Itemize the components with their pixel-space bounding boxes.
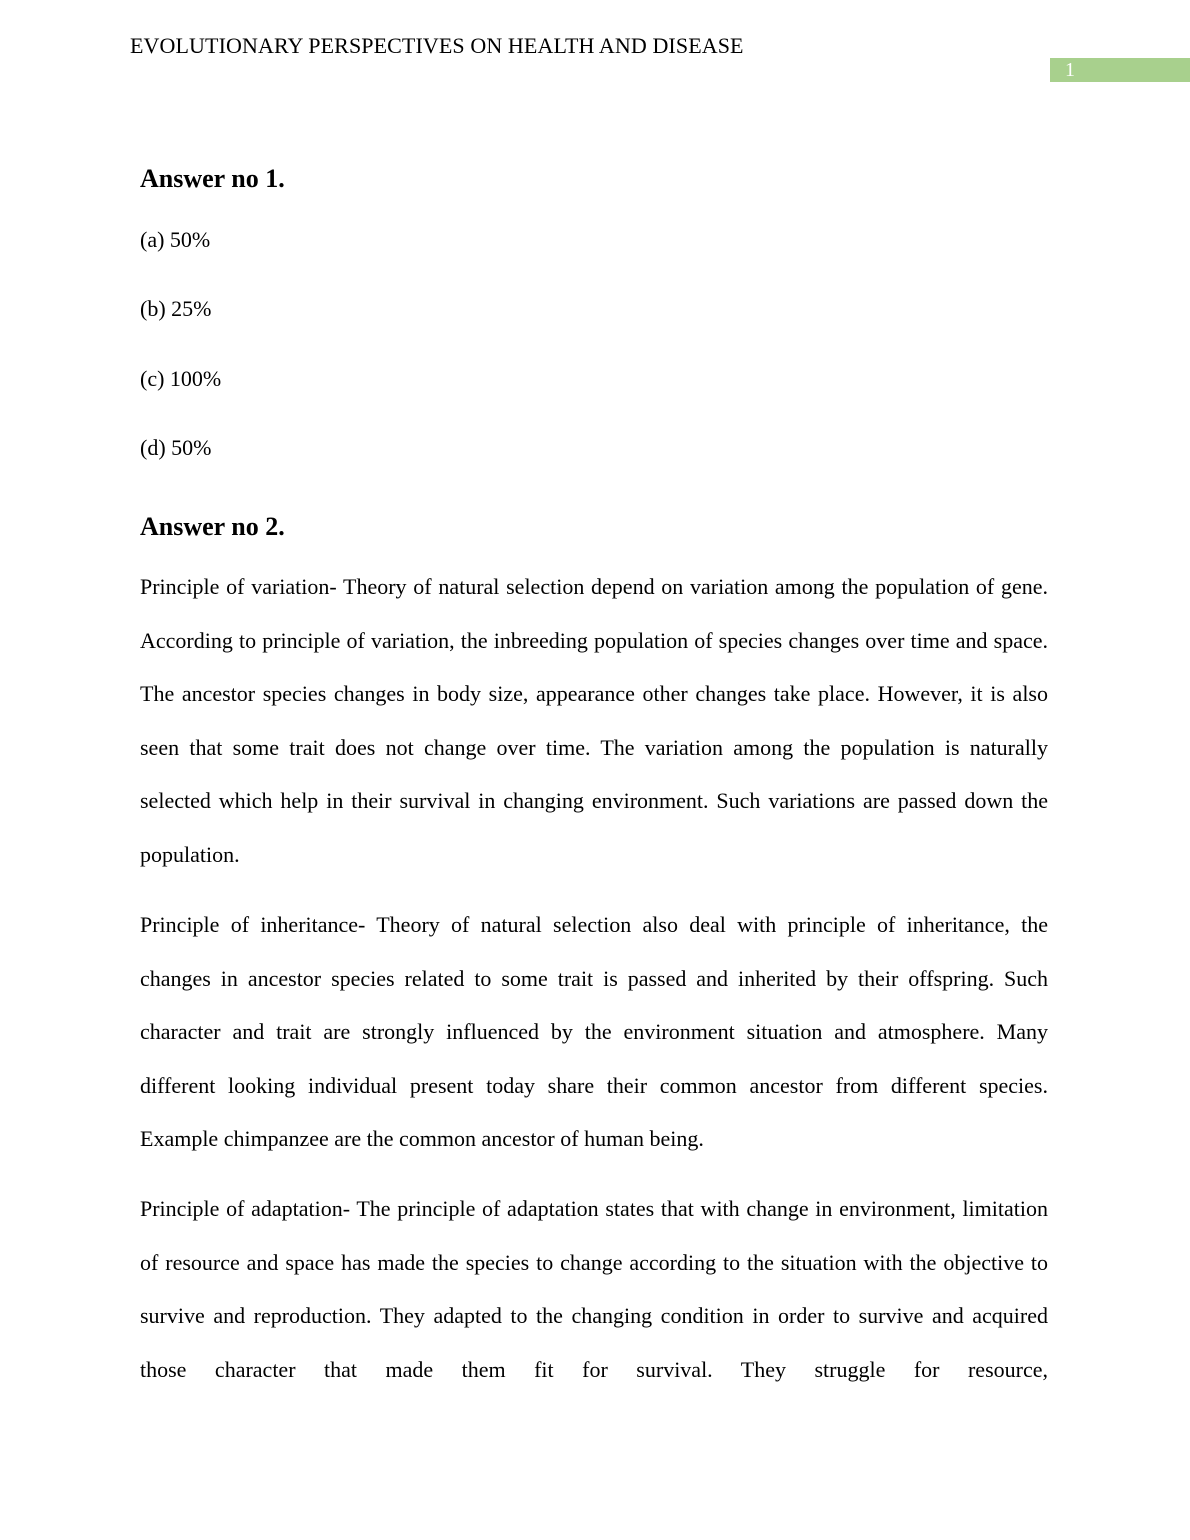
answer-2-heading: Answer no 2.	[140, 512, 285, 541]
answer-1-item-c: (c) 100%	[140, 366, 222, 391]
paragraph-variation: Principle of variation- Theory of natural selection depend on variation among the population of gene. According to principle of variation, the inbreeding population of species changes over time and space. The ancestor species changes in body size, appearance other changes take place. However, it is also seen that some trait does not change over time. The variation among the population is naturally selected which help in their survival in changing environment. Such variations are passed down the population.	[140, 574, 1048, 867]
running-head: EVOLUTIONARY PERSPECTIVES ON HEALTH AND DISEASE	[130, 33, 744, 58]
paragraph-inheritance: Principle of inheritance- Theory of natural selection also deal with principle of inheritance, the changes in ancestor species related to some trait is passed and inherited by their offspring. Such character and trait are strongly influenced by the environment situation and atmosphere. Many different looking individual present today share their common ancestor from different species. Example chimpanzee are the common ancestor of human being.	[140, 912, 1048, 1152]
answer-1-item-b: (b) 25%	[140, 296, 212, 321]
answer-1-item-d: (d) 50%	[140, 435, 212, 460]
paragraph-adaptation: Principle of adaptation- The principle of adaptation states that with change in environment, limitation of resource and space has made the species to change according to the situation with the objective to survive and reproduction. They adapted to the changing condition in order to survive and acquired those character that made them fit for survival. They struggle for resource,	[140, 1196, 1048, 1382]
page-number: 1	[1050, 58, 1190, 82]
answer-1-item-a: (a) 50%	[140, 227, 211, 252]
answer-1-heading: Answer no 1.	[140, 164, 285, 193]
